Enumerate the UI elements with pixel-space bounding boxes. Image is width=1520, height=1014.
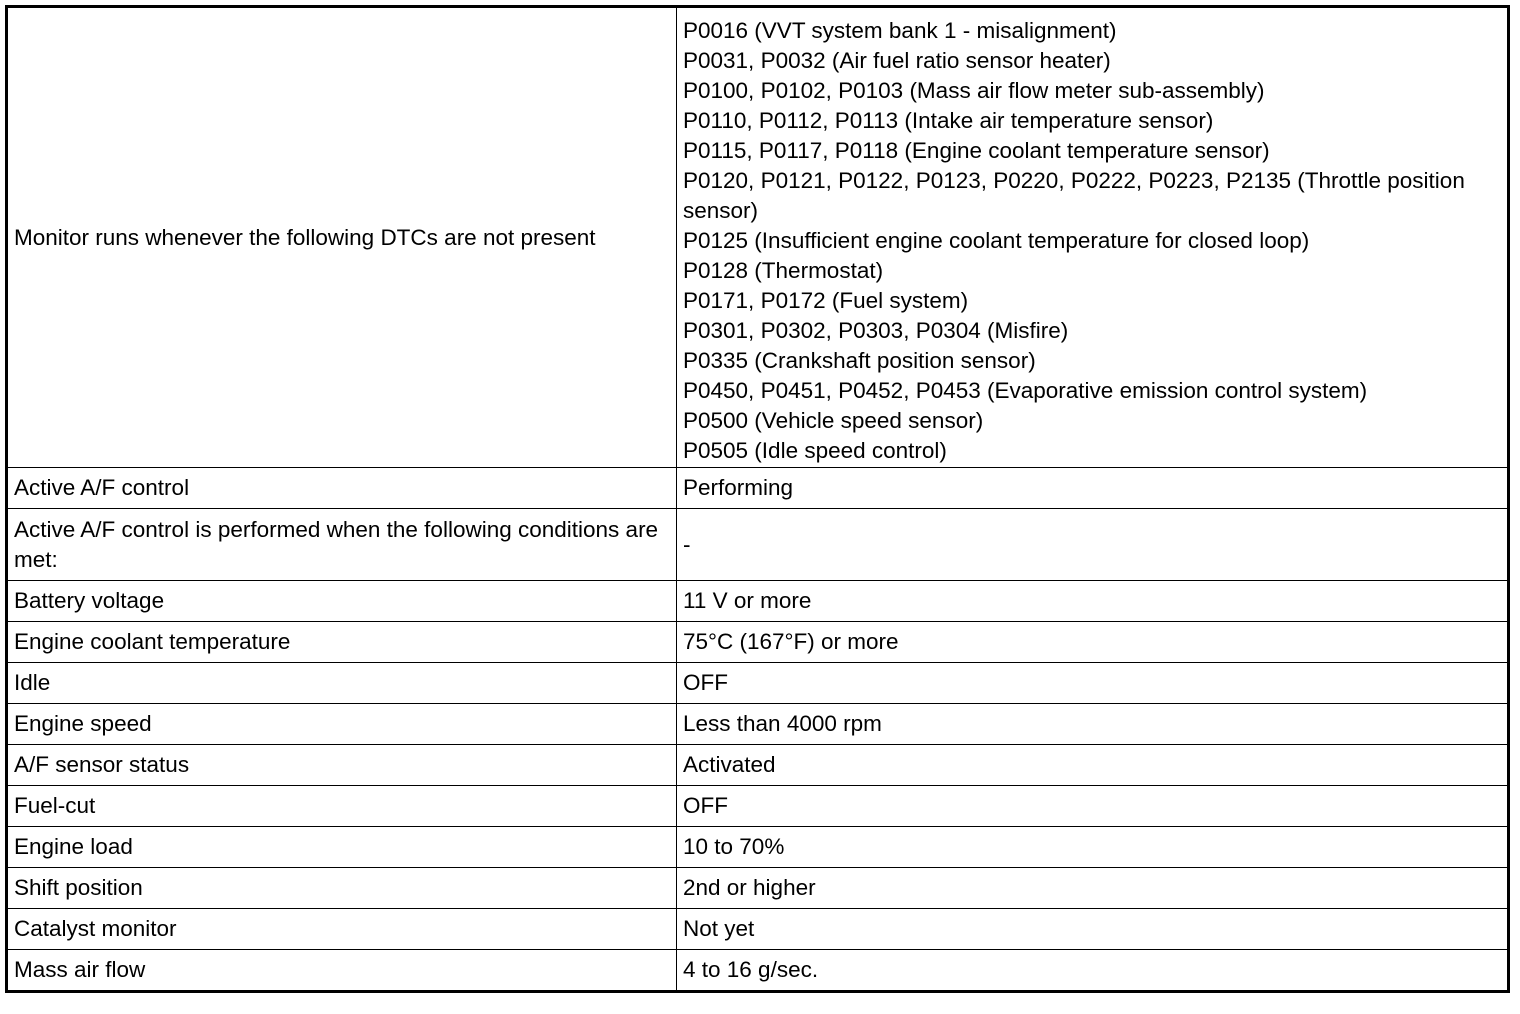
table-row — [7, 827, 1509, 868]
row-label: Mass air flow — [7, 950, 677, 992]
row-value: 4 to 16 g/sec. — [677, 950, 1509, 992]
row-value: OFF — [677, 786, 1509, 827]
row-value: 75°C (167°F) or more — [677, 622, 1509, 663]
dtc-list-item: P0125 (Insufficient engine coolant temperature for closed loop) — [683, 228, 1310, 253]
dtc-list-item: P0505 (Idle speed control) — [683, 438, 947, 463]
dtc-list-item: P0100, P0102, P0103 (Mass air flow meter sub-assembly) — [683, 78, 1265, 103]
dtc-list-item: P0031, P0032 (Air fuel ratio sensor heater) — [683, 48, 1111, 73]
table-row — [7, 786, 1509, 827]
table-row-dtc-conditions — [7, 7, 1509, 468]
dtc-list-item: P0171, P0172 (Fuel system) — [683, 288, 969, 313]
dtc-list-item: P0115, P0117, P0118 (Engine coolant temperature sensor) — [683, 138, 1270, 163]
dtc-list-item: P0016 (VVT system bank 1 - misalignment) — [683, 18, 1117, 43]
dtc-list-item: P0120, P0121, P0122, P0123, P0220, P0222, P0223, P2135 (Throttle position sensor) — [683, 168, 1465, 223]
table-row — [7, 509, 1509, 581]
row-label: Engine load — [7, 827, 677, 868]
row-value: - — [677, 509, 1509, 581]
row-value: Less than 4000 rpm — [677, 704, 1509, 745]
row-label: Shift position — [7, 868, 677, 909]
dtc-list-item: P0110, P0112, P0113 (Intake air temperature sensor) — [683, 108, 1214, 133]
row-value: Not yet — [677, 909, 1509, 950]
row-label: Active A/F control is performed when the following conditions are met: — [7, 509, 677, 581]
spec-table — [5, 5, 1510, 993]
table-row — [7, 704, 1509, 745]
row-value: Activated — [677, 745, 1509, 786]
dtc-list-cell — [677, 7, 1509, 468]
row-value: 11 V or more — [677, 581, 1509, 622]
table-row — [7, 868, 1509, 909]
table-row — [7, 622, 1509, 663]
table-row — [7, 581, 1509, 622]
table-row — [7, 909, 1509, 950]
row-label: Battery voltage — [7, 581, 677, 622]
row-value: Performing — [677, 468, 1509, 509]
table-row — [7, 950, 1509, 992]
dtc-list-item: P0335 (Crankshaft position sensor) — [683, 348, 1036, 373]
row-value: OFF — [677, 663, 1509, 704]
table-row — [7, 468, 1509, 509]
dtc-list-item: P0450, P0451, P0452, P0453 (Evaporative emission control system) — [683, 378, 1368, 403]
row-label: Monitor runs whenever the following DTCs are not present — [7, 7, 677, 468]
row-value: 2nd or higher — [677, 868, 1509, 909]
row-label: A/F sensor status — [7, 745, 677, 786]
dtc-list-item: P0500 (Vehicle speed sensor) — [683, 408, 984, 433]
row-label: Catalyst monitor — [7, 909, 677, 950]
row-value: 10 to 70% — [677, 827, 1509, 868]
row-label: Fuel-cut — [7, 786, 677, 827]
table-row — [7, 745, 1509, 786]
dtc-list-item: P0128 (Thermostat) — [683, 258, 884, 283]
row-label: Engine coolant temperature — [7, 622, 677, 663]
row-label: Active A/F control — [7, 468, 677, 509]
row-label: Engine speed — [7, 704, 677, 745]
table-row — [7, 663, 1509, 704]
dtc-list-item: P0301, P0302, P0303, P0304 (Misfire) — [683, 318, 1069, 343]
row-label: Idle — [7, 663, 677, 704]
